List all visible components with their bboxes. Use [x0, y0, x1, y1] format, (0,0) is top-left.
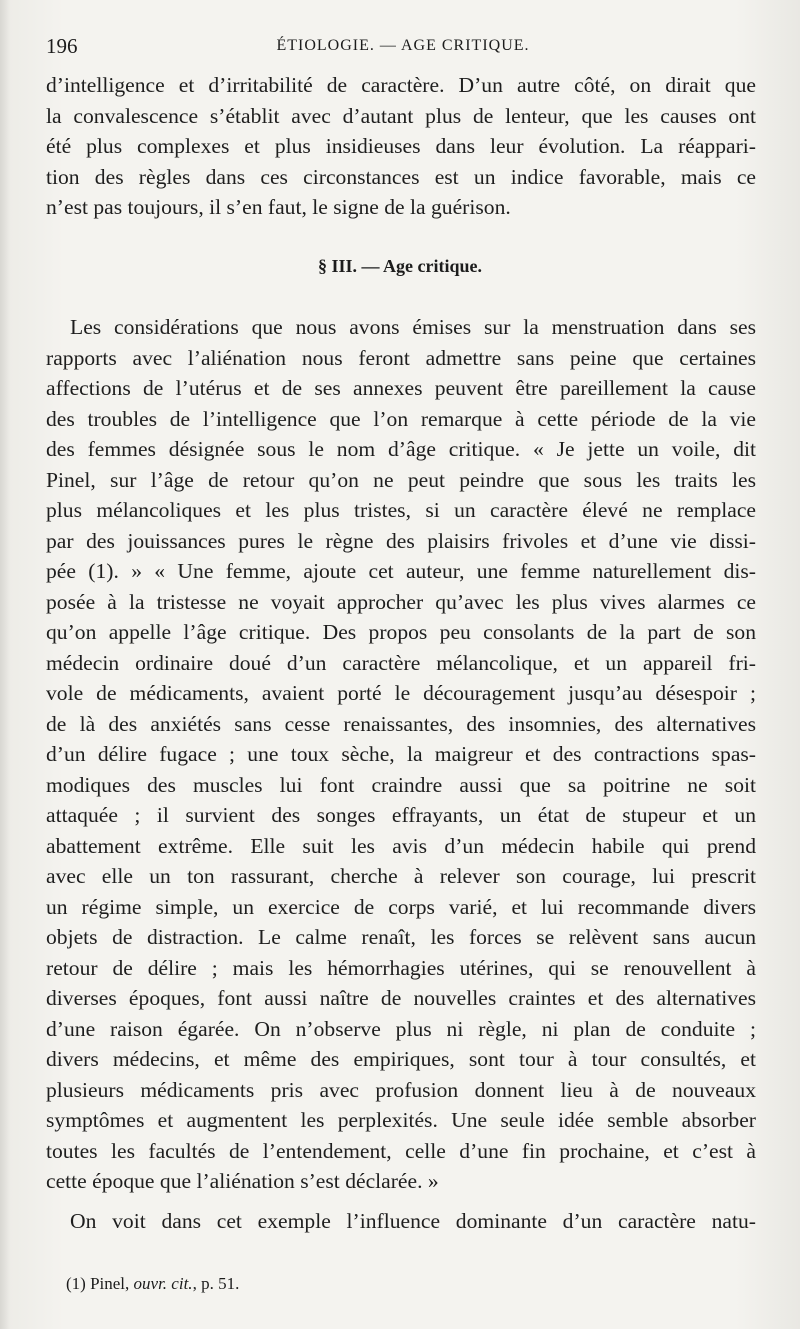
text-line: attaquée ; il survient des songes effrayants, un état de stupeur et un — [46, 803, 756, 827]
paragraph-2 — [46, 312, 756, 1197]
text-line: n’est pas toujours, il s’en faut, le signe de la guérison. — [46, 195, 511, 219]
paragraph-3 — [46, 1206, 756, 1237]
text-line: symptômes et augmentent les perplexités. Une seule idée semble absorber — [46, 1108, 756, 1132]
text-line: la convalescence s’établit avec d’autant plus de lenteur, que les causes ont — [46, 103, 756, 128]
text-line: On voit dans cet exemple l’influence dominante d’un caractère natu- — [70, 1209, 756, 1233]
text-line: d’intelligence et d’irritabilité de caractère. D’un autre côté, on dirait que — [46, 73, 756, 97]
text-line: avec elle un ton rassurant, cherche à relever son courage, lui prescrit — [46, 864, 756, 888]
text-line: divers médecins, et même des empiriques, sont tour à tour consultés, et — [46, 1047, 756, 1071]
text-line: d’une raison égarée. On n’observe plus ni règle, ni plan de conduite ; — [46, 1016, 756, 1041]
page-number: 196 — [46, 34, 78, 58]
footnote-marker: (1) Pinel, — [66, 1274, 134, 1293]
text-line: abattement extrême. Elle suit les avis d’un médecin habile qui prend — [46, 833, 756, 858]
text-line: tion des règles dans ces circonstances est un indice favorable, mais ce — [46, 164, 756, 189]
page-gutter-shadow — [0, 0, 10, 1329]
footnote — [66, 1274, 239, 1294]
text-line: retour de délire ; mais les hémorrhagies utérines, qui se renouvellent à — [46, 955, 756, 980]
text-line: plus mélancoliques et les plus tristes, si un caractère élevé ne remplace — [46, 498, 756, 522]
text-line: par des jouissances pures le règne des plaisirs frivoles et d’une vie dissi- — [46, 528, 756, 553]
text-line: qu’on appelle l’âge critique. Des propos peu consolants de la part de son — [46, 620, 756, 644]
text-line: objets de distraction. Le calme renaît, les forces se relèvent sans aucun — [46, 925, 756, 949]
text-line: plusieurs médicaments pris avec profusion donnent lieu à de nouveaux — [46, 1077, 756, 1102]
text-line: d’un délire fugace ; une toux sèche, la maigreur et des contractions spas- — [46, 742, 756, 766]
text-line: pée (1). » « Une femme, ajoute cet auteur, une femme naturellement dis- — [46, 559, 756, 583]
text-line: Pinel, sur l’âge de retour qu’on ne peut peindre que sous les traits les — [46, 467, 756, 492]
text-line: modiques des muscles lui font craindre aussi que sa poitrine ne soit — [46, 772, 756, 797]
footnote-page: , p. 51. — [192, 1274, 240, 1293]
text-line: vole de médicaments, avaient porté le découragement jusqu’au désespoir ; — [46, 681, 756, 705]
text-line: toutes les facultés de l’entendement, celle d’une fin prochaine, et c’est à — [46, 1138, 756, 1163]
paragraph-1 — [46, 70, 756, 223]
text-line: affections de l’utérus et de ses annexes peuvent être pareillement la cause — [46, 376, 756, 400]
text-line: diverses époques, font aussi naître de nouvelles craintes et des alternatives — [46, 986, 756, 1010]
text-line: un régime simple, un exercice de corps varié, et lui recommande divers — [46, 894, 756, 919]
text-line: rapports avec l’aliénation nous feront admettre sans peine que certaines — [46, 345, 756, 370]
text-line: des femmes désignée sous le nom d’âge critique. « Je jette un voile, dit — [46, 437, 756, 461]
text-line: posée à la tristesse ne voyait approcher qu’avec les plus vives alarmes ce — [46, 589, 756, 614]
page-header — [46, 34, 760, 60]
text-line: des troubles de l’intelligence que l’on remarque à cette période de la vie — [46, 406, 756, 431]
footnote-reference: ouvr. cit. — [133, 1274, 193, 1293]
text-line: médecin ordinaire doué d’un caractère mélancolique, et un appareil fri- — [46, 650, 756, 675]
running-title: ÉTIOLOGIE. — AGE CRITIQUE. — [276, 37, 530, 54]
section-heading: § III. — Age critique. — [318, 256, 482, 276]
text-line: cette époque que l’aliénation s’est déclarée. » — [46, 1169, 439, 1193]
text-line: été plus complexes et plus insidieuses dans leur évolution. La réappari- — [46, 134, 756, 158]
text-line: Les considérations que nous avons émises sur la menstruation dans ses — [70, 315, 756, 339]
text-line: de là des anxiétés sans cesse renaissantes, des insomnies, des alternatives — [46, 711, 756, 736]
